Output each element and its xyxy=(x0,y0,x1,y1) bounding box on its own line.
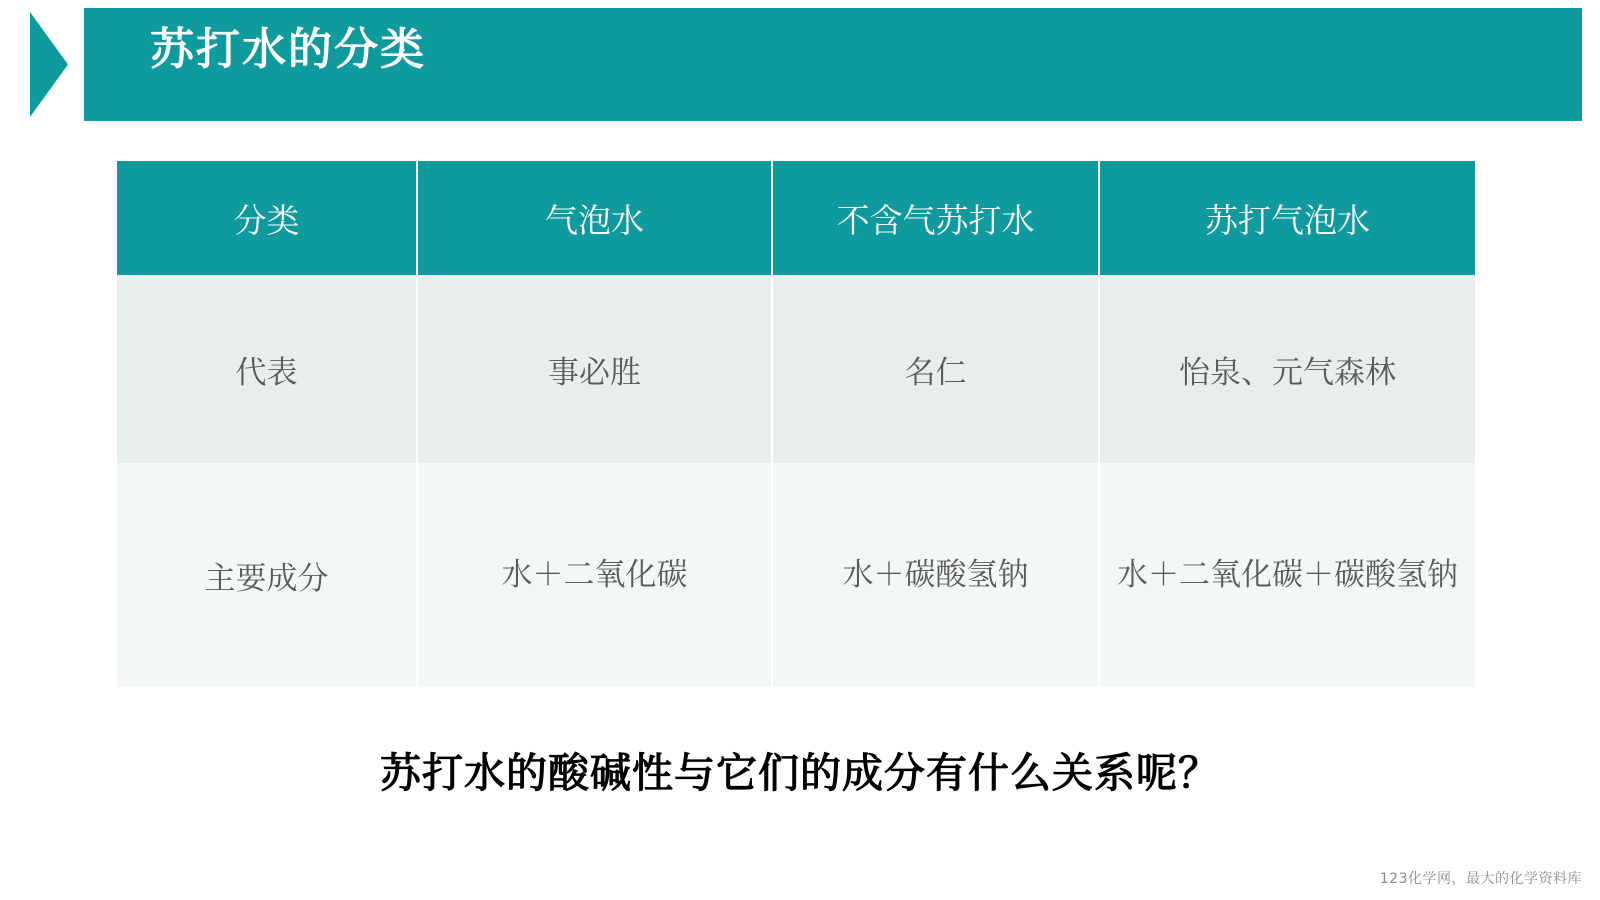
footer-watermark: 123化学网，最大的化学资料库 xyxy=(1379,871,1582,887)
table-body xyxy=(117,275,1475,687)
classification-table xyxy=(117,161,1475,687)
table-header-cell-sparkling-soda-water: 苏打气泡水 xyxy=(1099,161,1475,275)
row-label-representative: 代表 xyxy=(117,275,417,463)
header-notch-decoration xyxy=(22,8,84,121)
table-header-cell-sparkling-water: 气泡水 xyxy=(417,161,772,275)
table-row xyxy=(117,275,1475,463)
table-header-cell-category: 分类 xyxy=(117,161,417,275)
cell-composition-still-soda-water: 水＋碳酸氢钠 xyxy=(772,463,1099,687)
cell-composition-sparkling-soda-water: 水＋二氧化碳＋碳酸氢钠 xyxy=(1099,463,1475,687)
table-header-cell-still-soda-water: 不含气苏打水 xyxy=(772,161,1099,275)
classification-table-container xyxy=(117,161,1475,687)
page-title: 苏打水的分类 xyxy=(150,24,426,75)
table-header-row xyxy=(117,161,1475,275)
table-header-row-group xyxy=(117,161,1475,275)
chevron-right-icon xyxy=(22,8,84,121)
cell-representative-sparkling-water: 事必胜 xyxy=(417,275,772,463)
closing-question: 苏打水的酸碱性与它们的成分有什么关系呢？ xyxy=(380,749,1220,797)
cell-representative-still-soda-water: 名仁 xyxy=(772,275,1099,463)
cell-representative-sparkling-soda-water: 怡泉、元气森林 xyxy=(1099,275,1475,463)
cell-composition-sparkling-water: 水＋二氧化碳 xyxy=(417,463,772,687)
row-label-main-composition: 主要成分 xyxy=(117,463,417,687)
table-row xyxy=(117,463,1475,687)
